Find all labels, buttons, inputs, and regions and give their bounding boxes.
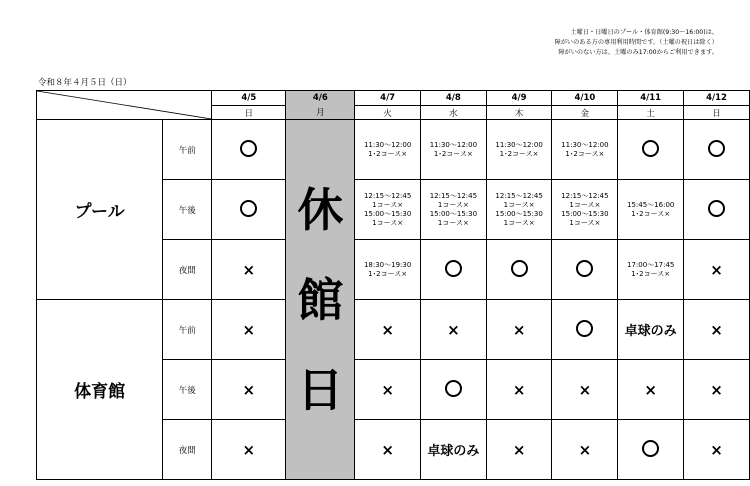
unavailable-cross-icon: × [242,320,256,339]
time-line: 1･2コース× [565,149,605,158]
time-line: 17:00～17:45 [627,260,675,269]
time-line: 12:15～12:45 [561,191,609,200]
slot-cell [552,420,618,480]
time-line: 1コース× [437,200,469,209]
unavailable-cross-icon: × [710,380,723,399]
header-corner [37,91,212,120]
time-restriction [487,192,552,228]
slot-cell [486,360,552,420]
date-header: 4/12 [684,91,750,106]
slot-cell [212,360,286,420]
weekday-header: 水 [421,106,487,120]
time-line: 1･2コース× [631,269,671,278]
period-label: 午後 [163,180,212,240]
slot-cell [421,120,487,180]
available-circle-icon [511,260,528,277]
restriction-note: 卓球のみ [427,444,480,459]
period-label: 午後 [163,360,212,420]
time-line: 1･2コース× [631,209,671,218]
time-line: 1･2コース× [499,149,539,158]
slot-cell [212,420,286,480]
slot-cell [618,300,684,360]
period-label: 午前 [163,300,212,360]
restriction-note: 卓球のみ [624,324,677,339]
date-header: 4/8 [421,91,487,106]
weekday-header: 日 [684,106,750,120]
time-line: 15:00～15:30 [363,209,412,218]
slot-cell [618,360,684,420]
period-label: 夜間 [163,240,212,300]
time-restriction [355,141,420,159]
time-restriction [355,192,420,228]
unavailable-cross-icon: × [512,320,526,339]
time-line: 11:30～12:00 [429,140,478,149]
time-line: 18:30～19:30 [363,260,412,269]
slot-cell [486,180,552,240]
slot-cell [212,180,286,240]
date-header: 4/7 [355,91,421,106]
available-circle-icon [708,200,725,217]
weekday-header: 月 [286,106,355,120]
slot-cell [552,300,618,360]
slot-cell [486,420,552,480]
unavailable-cross-icon: × [512,380,526,399]
closed-char: 館 [297,272,344,327]
slot-cell [684,240,750,300]
time-line: 1コース× [503,200,535,209]
time-line: 1･2コース× [368,149,408,158]
slot-cell [618,180,684,240]
facility-gym: 体育館 [37,300,163,480]
date-label: 令和８年４月５日（日） [38,78,132,88]
slot-cell [421,360,487,420]
time-line: 1コース× [569,200,601,209]
time-line: 1･2コース× [368,269,408,278]
unavailable-cross-icon: × [381,440,394,459]
available-circle-icon [240,200,257,217]
slot-cell [355,300,421,360]
time-line: 11:30～12:00 [495,140,543,149]
slot-cell [552,360,618,420]
time-line: 15:00～15:30 [561,209,609,218]
available-circle-icon [642,440,659,457]
slot-cell [355,240,421,300]
unavailable-cross-icon: × [512,440,526,459]
time-line: 1コース× [437,218,469,227]
closed-char: 日 [297,362,344,417]
notice-line-3: 障がいのない方は、土曜のみ17:00からご利用できます。 [558,49,718,56]
time-line: 1コース× [372,218,404,227]
time-restriction [487,141,552,159]
closed-char: 休 [297,182,344,237]
time-restriction [355,261,420,279]
date-header: 4/5 [212,91,286,106]
slot-cell [486,300,552,360]
slot-cell [212,120,286,180]
slot-cell [618,420,684,480]
time-line: 1コース× [503,218,535,227]
unavailable-cross-icon: × [242,440,256,459]
available-circle-icon [708,140,725,157]
weekday-header: 木 [486,106,552,120]
slot-cell [355,180,421,240]
time-line: 12:15～12:45 [429,191,478,200]
time-restriction [552,141,617,159]
date-header: 4/11 [618,91,684,106]
unavailable-cross-icon: × [644,380,657,399]
corner-diagonal [37,91,211,119]
time-line: 1･2コース× [433,149,473,158]
notice-line-2: 障がいのある方の専用利用時間です。（土曜の祝日は除く） [554,39,718,46]
slot-cell [355,420,421,480]
time-restriction [421,192,486,228]
closed-day-column [286,120,355,480]
time-line: 12:15～12:45 [363,191,412,200]
slot-cell [618,240,684,300]
slot-cell [552,240,618,300]
slot-cell [684,360,750,420]
weekday-header: 火 [355,106,421,120]
time-restriction [552,192,617,228]
available-circle-icon [240,140,257,157]
period-label: 夜間 [163,420,212,480]
slot-cell [421,300,487,360]
date-header: 4/9 [486,91,552,106]
time-restriction [421,141,486,159]
unavailable-cross-icon: × [710,440,723,459]
unavailable-cross-icon: × [578,440,592,459]
slot-cell [212,300,286,360]
date-header: 4/6 [286,91,355,106]
slot-cell [421,240,487,300]
schedule-table [36,90,750,480]
slot-cell [421,420,487,480]
notice-text [555,28,718,58]
time-line: 1コース× [569,218,601,227]
unavailable-cross-icon: × [447,320,460,339]
slot-cell [486,240,552,300]
weekday-header: 土 [618,106,684,120]
available-circle-icon [445,380,462,397]
time-line: 11:30～12:00 [363,140,412,149]
unavailable-cross-icon: × [710,260,723,279]
unavailable-cross-icon: × [578,380,592,399]
slot-cell [552,120,618,180]
slot-cell [618,120,684,180]
time-restriction [618,201,683,219]
unavailable-cross-icon: × [381,380,394,399]
time-line: 15:00～15:30 [429,209,478,218]
time-line: 11:30～12:00 [561,140,609,149]
slot-cell [552,180,618,240]
unavailable-cross-icon: × [242,380,256,399]
weekday-header: 日 [212,106,286,120]
time-restriction [618,261,683,279]
slot-cell [212,240,286,300]
notice-line-1: 土曜日・日曜日のプール・体育館(9:30～16:00)は、 [570,29,718,36]
time-line: 12:15～12:45 [495,191,543,200]
available-circle-icon [445,260,462,277]
available-circle-icon [576,260,593,277]
slot-cell [355,120,421,180]
slot-cell [421,180,487,240]
weekday-header: 金 [552,106,618,120]
unavailable-cross-icon: × [381,320,394,339]
time-line: 1コース× [372,200,404,209]
available-circle-icon [642,140,659,157]
time-line: 15:45～16:00 [627,200,675,209]
slot-cell [684,180,750,240]
slot-cell [684,420,750,480]
unavailable-cross-icon: × [710,320,723,339]
slot-cell [486,120,552,180]
date-header: 4/10 [552,91,618,106]
facility-pool: プール [37,120,163,300]
slot-cell [355,360,421,420]
slot-cell [684,120,750,180]
slot-cell [684,300,750,360]
available-circle-icon [576,320,593,337]
time-line: 15:00～15:30 [495,209,543,218]
unavailable-cross-icon: × [242,260,256,279]
period-label: 午前 [163,120,212,180]
